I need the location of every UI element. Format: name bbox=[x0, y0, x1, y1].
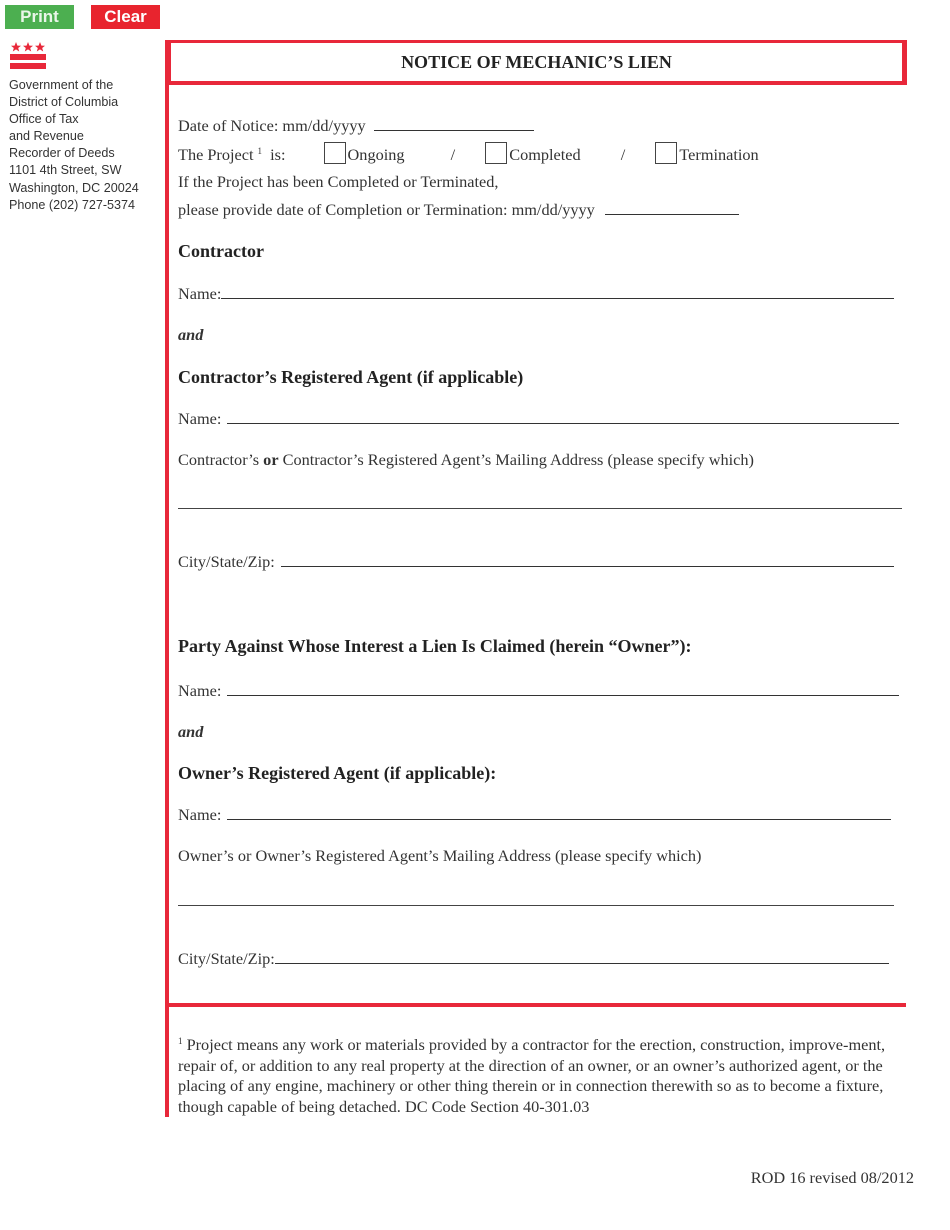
dc-flag-logo bbox=[10, 42, 46, 70]
project-status-row: The Project $^1$ is: Ongoing / Completed / Termination bbox=[178, 142, 759, 165]
agency-line: 1101 4th Street, SW bbox=[9, 163, 122, 178]
owner-agent-heading: Owner’s Registered Agent (if applicable): bbox=[178, 763, 497, 783]
agency-line: District of Columbia bbox=[9, 95, 119, 110]
agency-line: Office of Tax bbox=[9, 112, 79, 127]
revision-label: ROD 16 revised 08/2012 bbox=[750, 1168, 914, 1187]
form-left-border bbox=[165, 40, 169, 1117]
contractor-heading: Contractor bbox=[178, 241, 264, 261]
ongoing-checkbox[interactable] bbox=[324, 142, 346, 164]
owner-address-label: Owner’s or Owner’s Registered Agent’s Mailing Address (please specify which) bbox=[178, 846, 702, 865]
owner-name-field[interactable] bbox=[227, 681, 899, 696]
completed-checkbox[interactable] bbox=[485, 142, 507, 164]
agency-line: Phone (202) 727-5374 bbox=[9, 197, 136, 212]
clear-button[interactable]: Clear bbox=[91, 5, 160, 29]
agency-line: Recorder of Deeds bbox=[9, 146, 115, 161]
contractor-agent-name-field[interactable] bbox=[227, 409, 899, 424]
completion-date-row: please provide date of Completion or Termination: mm/dd/yyyy bbox=[178, 200, 739, 220]
contractor-agent-heading: Contractor’s Registered Agent (if applicable) bbox=[178, 367, 524, 387]
owner-name-row: Name: bbox=[178, 681, 899, 701]
owner-heading: Party Against Whose Interest a Lien Is Claimed (herein “Owner”): bbox=[178, 636, 692, 656]
form-title: NOTICE OF MECHANIC’S LIEN bbox=[168, 40, 907, 85]
owner-address-field[interactable] bbox=[178, 905, 894, 906]
contractor-address-label: Contractor’s or Contractor’s Registered Agent’s Mailing Address (please specify which) bbox=[178, 450, 754, 469]
agency-address bbox=[9, 77, 139, 214]
owner-agent-name-field[interactable] bbox=[227, 805, 891, 820]
and-text: and bbox=[178, 325, 204, 344]
agency-line: Government of the bbox=[9, 78, 114, 92]
contractor-agent-name-row: Name: bbox=[178, 409, 899, 429]
form-bottom-border bbox=[165, 1003, 906, 1007]
owner-agent-name-row: Name: bbox=[178, 805, 891, 825]
contractor-city-field[interactable] bbox=[281, 552, 894, 567]
contractor-name-field[interactable] bbox=[221, 284, 894, 299]
termination-checkbox[interactable] bbox=[655, 142, 677, 164]
completion-date-field[interactable] bbox=[605, 200, 739, 215]
agency-line: and Revenue bbox=[9, 129, 84, 144]
contractor-name-row: Name: bbox=[178, 284, 894, 304]
date-of-notice-row: Date of Notice: mm/dd/yyyy bbox=[178, 116, 534, 136]
print-button[interactable]: Print bbox=[5, 5, 74, 29]
agency-line: Washington, DC 20024 bbox=[9, 180, 139, 195]
footnote: $^1$ Project means any work or materials provided by a contractor for the erection, construction, improve-ment, repair of, or addition to any real property at the direction of an owner, or an owner’s authorized agent, or the placing of any engine, machinery or other thing therein or in connection therewith so as to become a fixture, though capable of being detached. DC Code Section 40-301.03 bbox=[178, 1035, 886, 1116]
completed-line1: If the Project has been Completed or Terminated, bbox=[178, 172, 499, 191]
owner-city-field[interactable] bbox=[275, 949, 889, 964]
contractor-city-row: City/State/Zip: bbox=[178, 552, 894, 572]
contractor-address-field[interactable] bbox=[178, 508, 902, 509]
owner-city-row: City/State/Zip: bbox=[178, 949, 889, 969]
date-of-notice-field[interactable] bbox=[374, 116, 534, 131]
and-text: and bbox=[178, 722, 204, 741]
